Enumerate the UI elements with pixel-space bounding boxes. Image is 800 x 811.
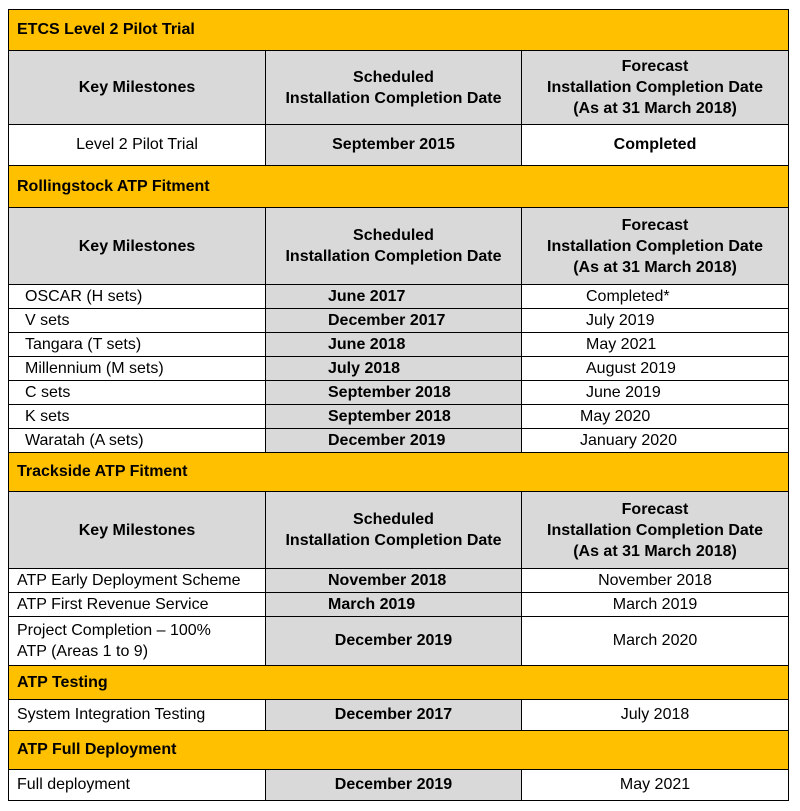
section-header-atp-full-deployment [9,731,789,770]
table-row [9,381,789,405]
milestone-cell: Millennium (M sets) [9,357,266,381]
scheduled-cell: November 2018 [266,569,522,593]
milestone-cell: System Integration Testing [9,700,266,731]
header-line: Scheduled [353,68,434,86]
table-row [9,700,789,731]
milestone-cell: Full deployment [9,770,266,801]
header-forecast [522,492,789,569]
section-title: Trackside ATP Fitment [9,453,789,492]
milestone-line: Project Completion – 100% [17,622,211,639]
scheduled-cell: September 2018 [266,405,522,429]
table-row [9,357,789,381]
milestone-cell [9,617,266,666]
header-line: (As at 31 March 2018) [573,100,737,117]
scheduled-cell: December 2019 [266,770,522,801]
table-row [9,125,789,166]
header-line: (As at 31 March 2018) [573,542,737,560]
section-title: ATP Full Deployment [9,731,789,770]
table-row [9,309,789,333]
scheduled-cell: December 2019 [266,429,522,453]
table-row [9,770,789,801]
table-row [9,285,789,309]
section-header-trackside [9,453,789,492]
header-line: Installation Completion Date [285,248,502,265]
table-row [9,429,789,453]
milestone-cell: Tangara (T sets) [9,333,266,357]
header-line: (As at 31 March 2018) [573,258,737,276]
forecast-cell: May 2021 [522,333,789,357]
header-forecast [522,51,789,125]
milestone-cell: ATP Early Deployment Scheme [9,569,266,593]
milestone-cell: ATP First Revenue Service [9,593,266,617]
header-key-milestones: Key Milestones [9,51,266,125]
scheduled-cell: June 2018 [266,333,522,357]
header-line: Forecast [621,216,689,234]
scheduled-cell: March 2019 [266,593,522,617]
header-line: Forecast [621,58,689,75]
header-key-milestones: Key Milestones [9,492,266,569]
scheduled-cell: December 2017 [266,309,522,333]
scheduled-cell: December 2017 [266,700,522,731]
scheduled-cell: September 2018 [266,381,522,405]
milestone-line: ATP (Areas 1 to 9) [17,643,149,660]
milestone-cell: Waratah (A sets) [9,429,266,453]
forecast-cell: March 2019 [522,593,789,617]
forecast-cell: July 2018 [522,700,789,731]
header-line: Scheduled [353,227,434,244]
milestone-cell: Level 2 Pilot Trial [9,125,266,166]
forecast-cell: July 2019 [522,309,789,333]
section-header-rollingstock [9,166,789,208]
header-line: Scheduled [353,511,434,528]
table-row [9,617,789,666]
header-line: Forecast [621,500,689,518]
table-row [9,569,789,593]
table-row [9,333,789,357]
forecast-cell: March 2020 [522,617,789,666]
milestone-cell: OSCAR (H sets) [9,285,266,309]
header-line: Installation Completion Date [285,532,502,549]
milestones-table-container [8,9,789,801]
forecast-cell: May 2021 [522,770,789,801]
scheduled-cell: September 2015 [266,125,522,166]
milestones-table [8,9,789,801]
section-header-atp-testing [9,666,789,700]
header-scheduled [266,208,522,285]
forecast-cell: August 2019 [522,357,789,381]
header-scheduled [266,51,522,125]
scheduled-cell: July 2018 [266,357,522,381]
forecast-cell: November 2018 [522,569,789,593]
section-header-etcs [9,10,789,51]
header-line: Installation Completion Date [547,237,764,255]
forecast-cell: Completed* [522,285,789,309]
header-line: Installation Completion Date [547,521,764,539]
column-header-row [9,492,789,569]
header-line: Installation Completion Date [547,79,764,96]
section-title: ATP Testing [9,666,789,700]
scheduled-cell: December 2019 [266,617,522,666]
header-line: Installation Completion Date [285,89,502,107]
column-header-row [9,208,789,285]
header-key-milestones: Key Milestones [9,208,266,285]
table-row [9,593,789,617]
forecast-cell: Completed [522,125,789,166]
header-scheduled [266,492,522,569]
milestone-cell: C sets [9,381,266,405]
column-header-row [9,51,789,125]
section-title: Rollingstock ATP Fitment [9,166,789,208]
forecast-cell: June 2019 [522,381,789,405]
scheduled-cell: June 2017 [266,285,522,309]
section-title: ETCS Level 2 Pilot Trial [9,10,789,51]
milestone-cell: V sets [9,309,266,333]
forecast-cell: May 2020 [522,405,789,429]
forecast-cell: January 2020 [522,429,789,453]
table-row [9,405,789,429]
header-forecast [522,208,789,285]
milestone-cell: K sets [9,405,266,429]
